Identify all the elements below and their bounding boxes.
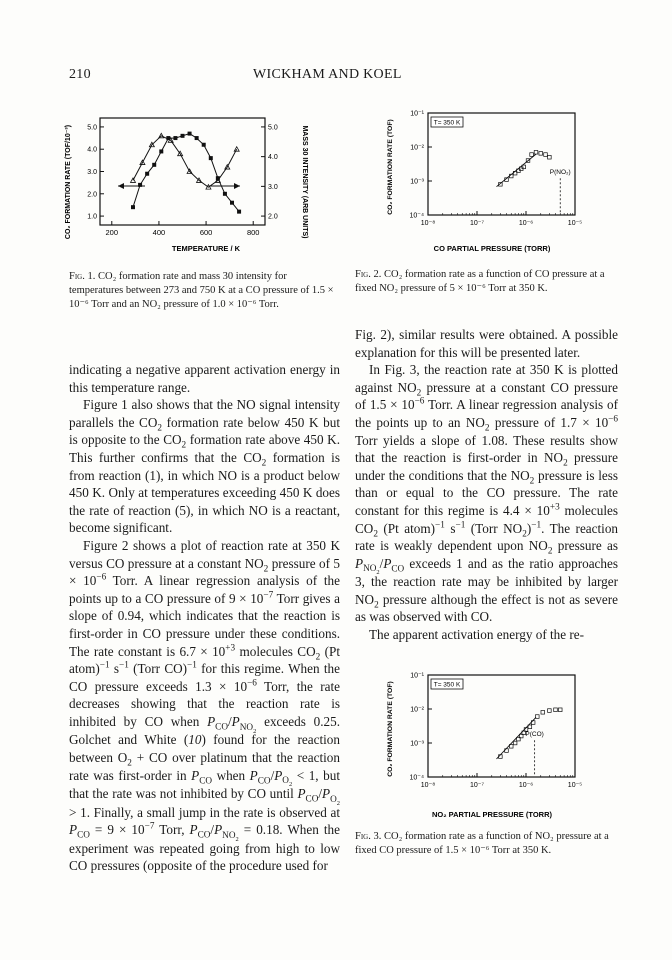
figure-3-ylabel: CO₂ FORMATION RATE (TOF)	[387, 681, 394, 777]
x-tick-label: 10⁻⁶	[518, 782, 534, 789]
figure-2-ylabel: CO₂ FORMATION RATE (TOF)	[387, 119, 394, 215]
y-left-tick-label: 4.0	[87, 146, 97, 154]
x-tick-label: 200	[105, 228, 119, 237]
y-right-tick-label: 5.0	[268, 124, 278, 132]
figure-3-caption	[355, 830, 617, 858]
y-tick-label: 10⁻³	[410, 740, 424, 748]
plot-frame	[428, 113, 575, 215]
data-point	[548, 155, 552, 159]
plot-frame	[428, 675, 575, 777]
figure-3-caption-label: Fig. 3.	[355, 831, 382, 842]
data-point	[131, 205, 135, 209]
paragraph: In Fig. 3, the reaction rate at 350 K is plotted against $NO_2$ pressure at a constant CO pressure of $1.5 \times 10^{-6}$ Torr. A linear regression analysis of the points up to an $NO_2$ pressure of $1.7 \times 10^{-6}$ Torr yields a slope of 1.08. These results show that the reaction is first-order in $NO_2$ pressure under the conditions that the $NO_2$ pressure is less than or equal to the CO pressure. The rate constant for this regime is $4.4 \times 10^{+3}$ molecules $CO_2$ (Pt atom)$^{-1}$ $s^{-1}$ (Torr $NO_2)^{-1}$. The reaction rate is weakly dependent upon $NO_2$ pressure as $P_{NO_2}/P_{CO}$ exceeds 1 and as the ratio approaches 3, the reaction rate may be inhibited by larger $NO_2$ pressure although the effect is not as severe as was observed with CO.	[355, 362, 619, 625]
x-tick-label: 10⁻⁵	[567, 220, 583, 227]
x-tick-label: 10⁻⁷	[469, 220, 485, 227]
data-point	[541, 710, 545, 714]
data-point	[202, 143, 206, 147]
pressure-annotation: P(CO)	[525, 731, 544, 739]
data-point	[145, 172, 149, 176]
data-point	[558, 708, 562, 712]
figure-2-caption-label: Fig. 2.	[355, 269, 382, 280]
x-tick-label: 600	[199, 228, 213, 237]
x-tick-label: 10⁻⁶	[518, 220, 534, 227]
y-left-tick-label: 5.0	[87, 124, 97, 132]
legend-text: T= 350 K	[433, 681, 461, 689]
figure-2-caption-text: CO₂ formation rate as a function of CO pressure at a fixed NO₂ pressure of 5 × 10⁻⁶ Torr at 350 K.	[355, 269, 605, 294]
y-left-tick-label: 3.0	[87, 169, 97, 176]
figure-1-chart	[60, 100, 325, 260]
figure-3-chart	[380, 657, 590, 822]
figure-1-plot-area	[87, 118, 278, 237]
figure-3-xlabel: NO₂ PARTIAL PRESSURE (TORR)	[431, 810, 553, 819]
figure-3-caption-text: CO₂ formation rate as a function of NO₂ pressure at a fixed CO pressure of 1.5 × 10⁻⁶ Torr at 350 K.	[355, 831, 609, 856]
paragraph: indicating a negative apparent activation energy in this temperature range.	[69, 362, 340, 395]
data-point	[554, 708, 558, 712]
x-tick-label: 10⁻⁵	[567, 782, 583, 789]
data-point	[530, 153, 534, 157]
data-point	[513, 741, 517, 745]
x-tick-label: 800	[246, 228, 260, 237]
y-tick-label: 10⁻¹	[410, 672, 424, 680]
right-column	[355, 326, 618, 644]
figure-1-caption-label: Fig. 1.	[69, 271, 96, 282]
y-tick-label: 10⁻²	[410, 706, 424, 714]
figure-2-xlabel: CO PARTIAL PRESSURE (TORR)	[433, 244, 551, 253]
legend-text: T= 350 K	[433, 119, 461, 127]
right-axis-arrowhead	[234, 183, 240, 189]
data-point	[188, 132, 192, 136]
left-axis-arrowhead	[118, 183, 124, 189]
figure-2-plot-area	[410, 111, 583, 228]
data-point	[237, 210, 241, 214]
pressure-annotation: P(NO₂)	[549, 169, 571, 177]
data-point	[223, 192, 227, 196]
figure-1-caption	[69, 270, 340, 312]
paragraph: Figure 1 also shows that the NO signal intensity parallels the $CO_2$ formation rate below 450 K but is opposite to the $CO_2$ formation rate above 450 K. This further confirms that the $CO_2$ formation is from reaction (1), in which NO is a product below 450 K. Only at temperatures exceeding 450 K does the rate of reaction (5), in which NO is a reactant, become significant.	[69, 397, 340, 536]
x-tick-label: 10⁻⁸	[420, 782, 436, 789]
y-left-tick-label: 2.0	[87, 191, 97, 199]
figure-2-chart	[380, 95, 590, 260]
data-point	[181, 134, 185, 138]
y-tick-label: 10⁻³	[410, 178, 424, 186]
figure-3-plot-area	[410, 673, 583, 790]
paragraph: Figure 2 shows a plot of reaction rate at 350 K versus CO pressure at a constant $NO_2$ pressure of $5 \times 10^{-6}$ Torr. A linear regression analysis of the points up to a CO pressure of $9 \times 10^{-7}$ Torr gives a slope of 0.94, which indicates that the reaction is first-order in CO pressure under these conditions. The rate constant is $6.7 \times 10^{+3}$ molecules $CO_2$ (Pt atom)$^{-1}$ $s^{-1}$ (Torr CO)$^{-1}$ for this regime. When the CO pressure exceeds $1.3 \times 10^{-6}$ Torr, the rate decreases showing that the reaction rate is inhibited by CO when $P_{CO}/P_{NO_2}$ exceeds 0.25. Golchet and White (10) found for the reaction between $O_2$ + CO over platinum that the reaction rate was first-order in $P_{CO}$ when $P_{CO}/P_{O_2} < 1$, but that the rate was not inhibited by CO until $P_{CO}/P_{O_2} > 1$. Finally, a small jump in the rate is observed at $P_{CO} = 9 \times 10^{-7}$ Torr, $P_{CO}/P_{NO_2} = 0.18$. When the experiment was repeated going from high to low CO pressures (opposite of the procedure used for	[69, 537, 340, 874]
data-point	[195, 136, 199, 140]
y-tick-label: 10⁻²	[410, 144, 424, 152]
y-tick-label: 10⁻⁴	[409, 774, 424, 782]
series-line	[133, 136, 237, 187]
y-right-tick-label: 2.0	[268, 213, 278, 221]
regression-line	[496, 717, 536, 759]
paragraph: Fig. 2), similar results were obtained. A possible explanation for this will be presented later.	[355, 327, 618, 360]
y-tick-label: 10⁻⁴	[409, 212, 424, 220]
data-point	[173, 136, 177, 140]
data-point	[159, 149, 163, 153]
paragraph: The apparent activation energy of the re-	[369, 626, 585, 642]
x-tick-label: 400	[152, 228, 166, 237]
figure-1-caption-text: CO₂ formation rate and mass 30 intensity for temperatures between 273 and 750 K at a CO pressure of 1.5 × 10⁻⁶ Torr and an NO₂ pressure of 1.0 × 10⁻⁶ Torr.	[69, 271, 334, 310]
figure-1-xlabel: TEMPERATURE / K	[171, 244, 241, 253]
data-point	[548, 709, 552, 713]
data-point	[539, 152, 543, 156]
running-title: WICKHAM AND KOEL	[253, 67, 402, 82]
data-point	[534, 150, 538, 154]
y-left-tick-label: 1.0	[87, 213, 97, 221]
data-point	[234, 147, 239, 152]
data-point	[544, 153, 548, 157]
page-number: 210	[69, 67, 91, 82]
y-right-tick-label: 4.0	[268, 154, 278, 162]
y-tick-label: 10⁻¹	[410, 110, 424, 118]
y-right-tick-label: 3.0	[268, 183, 278, 191]
data-point	[209, 156, 213, 160]
figure-2-caption	[355, 268, 615, 296]
x-tick-label: 10⁻⁸	[420, 220, 436, 227]
x-tick-label: 10⁻⁷	[469, 782, 485, 789]
left-column	[69, 361, 340, 875]
figure-1-ylabel-right: MASS 30 INTENSITY (ARB UNITS)	[301, 125, 308, 239]
data-point	[230, 201, 234, 205]
data-point	[152, 163, 156, 167]
figure-1-ylabel-left: CO₂ FORMATION RATE (TOF/10⁻³)	[65, 124, 72, 240]
